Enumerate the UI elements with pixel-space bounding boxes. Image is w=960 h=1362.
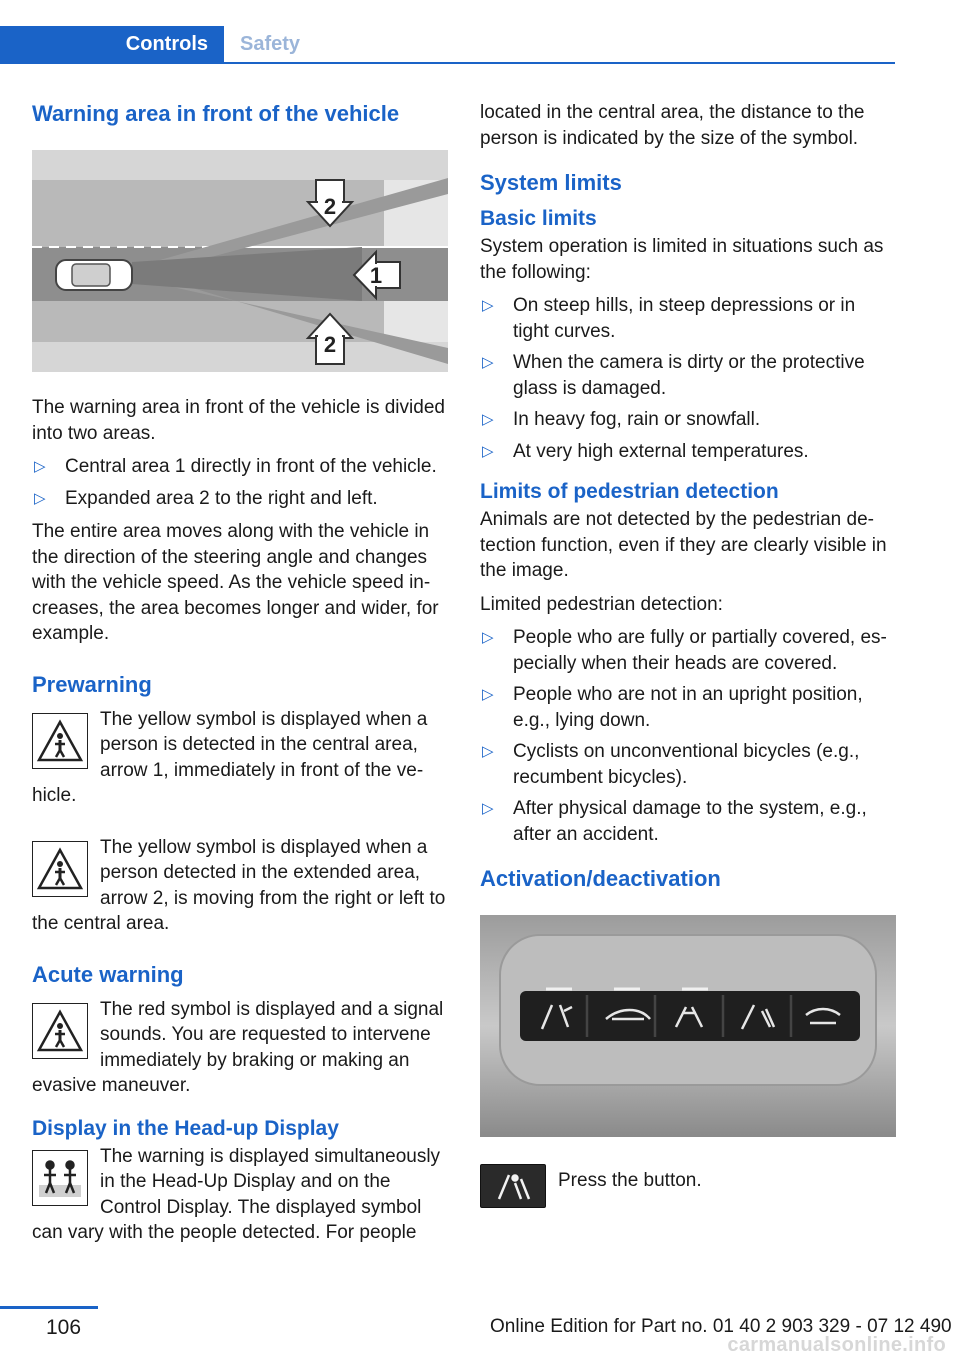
bullet-triangle-icon: ▷ (482, 629, 494, 646)
list-item: ▷ People who are fully or partially covered, especially when their heads are covered. (482, 627, 887, 674)
bullet-triangle-icon: ▷ (482, 743, 494, 760)
header-tab-bar (0, 26, 895, 64)
page-number: 106 (46, 1316, 82, 1339)
heading-acute-warning: Acute warning (32, 961, 184, 987)
arrow-label-middle: 1 (369, 263, 383, 288)
warning-area-diagram (32, 150, 448, 372)
paragraph-hud: The warning is displayed simultaneously in the Head-Up Display and on the Control Display. The displayed symbol can vary with the people detected. For people (32, 1145, 441, 1243)
bullet-triangle-icon: ▷ (482, 354, 494, 371)
press-button-block (480, 1160, 896, 1212)
paragraph-divided: The warning area in front of the vehicle is divided into two areas. (32, 397, 445, 444)
prewarning-central-block (32, 707, 448, 809)
heading-prewarning: Prewarning (32, 671, 152, 697)
heading-system-limits: System limits (480, 170, 622, 195)
list-item: ▷ At very high external temperatures. (480, 439, 896, 465)
pedestrian-warning-icon (32, 1003, 88, 1059)
left-column (32, 100, 448, 1254)
list-areas (32, 454, 448, 511)
bullet-triangle-icon: ▷ (482, 411, 494, 428)
bullet-triangle-icon: ▷ (34, 458, 46, 475)
acute-warning-block (32, 997, 448, 1099)
paragraph-basic: System operation is limited in situations such as the following: (480, 236, 884, 283)
bullet-triangle-icon: ▷ (482, 297, 494, 314)
list-item: ▷ On steep hills, in steep depressions or in tight curves. (482, 295, 856, 342)
tab-controls[interactable]: Controls (0, 26, 224, 62)
paragraph-prewarning-extended: The yellow symbol is displayed when a person detected in the extended area, arrow 2, is moving from the right or left to the central area. (32, 836, 446, 934)
prewarning-extended-block (32, 835, 448, 937)
watermark: carmanualsonline.info (727, 1334, 946, 1356)
list-item: ▷ In heavy fog, rain or snowfall. (480, 407, 896, 433)
bullet-triangle-icon: ▷ (34, 489, 46, 507)
edition-info: Online Edition for Part no. 01 40 2 903 329 - 07 12 490 (490, 1316, 952, 1337)
list-item: ▷ After physical damage to the system, e.g., after an accident. (482, 798, 867, 845)
heading-warning-area: Warning area in front of the vehicle (32, 101, 400, 126)
right-column (480, 100, 896, 1220)
heading-basic-limits: Basic limits (480, 207, 597, 230)
bullet-triangle-icon: ▷ (482, 800, 494, 817)
paragraph-animals: Animals are not detected by the pedestrian detection function, even if they are clearly visible in the image. (480, 509, 887, 581)
heading-hud: Display in the Head-up Display (32, 1116, 339, 1140)
list-item: ▷ When the camera is dirty or the protective glass is damaged. (482, 352, 865, 399)
heading-activation: Activation/deactivation (480, 866, 721, 891)
pedestrian-warning-icon (32, 713, 88, 769)
vehicle-icon (56, 260, 132, 290)
paragraph-prewarning-central: The yellow symbol is displayed when a person is detected in the central area, arrow 1, immediately in front of the vehicle. (32, 708, 428, 806)
bullet-triangle-icon: ▷ (482, 686, 494, 703)
multiple-pedestrians-icon (32, 1150, 88, 1206)
paragraph-limited: Limited pedestrian detection: (480, 593, 723, 615)
bullet-triangle-icon: ▷ (482, 442, 494, 460)
hud-block (32, 1144, 448, 1246)
list-limited-detection (480, 625, 896, 847)
list-basic-limits (480, 293, 896, 464)
arrow-label-top: 2 (323, 194, 337, 219)
paragraph-press-button: Press the button. (558, 1170, 702, 1191)
arrow-label-bottom: 2 (323, 332, 337, 357)
list-item: ▷ Central area 1 directly in front of the vehicle. (32, 454, 448, 480)
list-item: ▷ Cyclists on unconventional bicycles (e.g., recumbent bicycles). (482, 741, 860, 788)
button-panel-photo (480, 915, 896, 1137)
pedestrian-warning-icon (32, 841, 88, 897)
paragraph-acute: The red symbol is displayed and a signal sounds. You are requested to intervene immediately by braking or making an evasive maneuver. (32, 998, 444, 1096)
footer-rule (0, 1306, 98, 1309)
paragraph-continued: located in the central area, the distance to the person is indicated by the size of the symbol. (480, 102, 865, 149)
night-vision-button-icon[interactable] (480, 1164, 546, 1208)
list-item: ▷ People who are not in an upright position, e.g., lying down. (482, 684, 863, 731)
button-strip (520, 991, 860, 1041)
heading-pedestrian-limits: Limits of pedestrian detection (480, 480, 779, 503)
tab-safety[interactable]: Safety (240, 33, 301, 55)
paragraph-entire-area: The entire area moves along with the vehicle in the direction of the steering angle and changes with the vehicle speed. As the vehicle speed increases, the area becomes longer and wider, for example. (32, 521, 439, 644)
list-item: ▷ Expanded area 2 to the right and left. (32, 486, 448, 512)
